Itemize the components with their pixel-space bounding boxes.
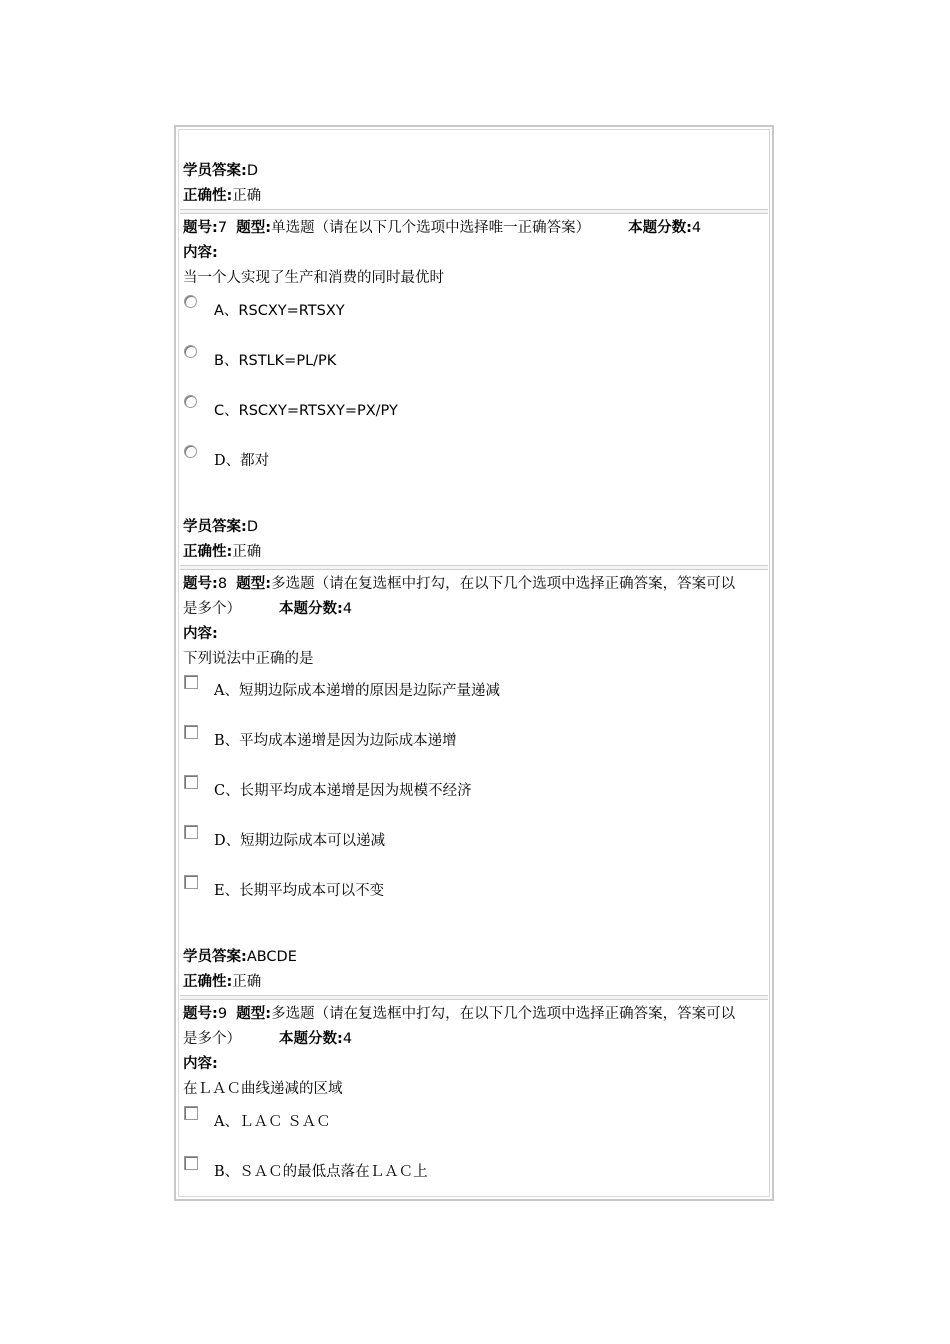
q7-content-label: 内容:: [183, 245, 218, 261]
q6-correctness: 正确: [232, 188, 262, 204]
q7-correctness: 正确: [232, 544, 262, 560]
q9-stem: 在ＬＡＣ曲线递减的区域: [183, 1081, 343, 1097]
q7-type: 单选题（请在以下几个选项中选择唯一正确答案）: [271, 220, 591, 236]
quiz-inner: [178, 129, 770, 1197]
q8-option-a: A、短期边际成本递增的原因是边际产量递减: [214, 683, 500, 699]
q7-option-a: A、RSCXY=RTSXY: [214, 303, 345, 319]
q8-option-b-checkbox[interactable]: [184, 725, 198, 739]
q9-header-2: 是多个） 本题分数:4: [183, 1031, 353, 1047]
separator: [180, 209, 768, 214]
q8-content-label: 内容:: [183, 626, 218, 642]
q7-option-d: D、都对: [214, 453, 270, 469]
q7-score: 4: [691, 220, 702, 236]
q8-type: 多选题（请在复选框中打勾，在以下几个选项中选择正确答案，答案可以: [271, 576, 736, 592]
q9-content-label: 内容:: [183, 1056, 218, 1072]
q7-answer: D: [246, 519, 258, 535]
q8-header: 题号:8 题型:多选题（请在复选框中打勾，在以下几个选项中选择正确答案，答案可以: [183, 576, 736, 592]
q8-option-e: E、长期平均成本可以不变: [214, 883, 385, 899]
q6-correctness-line: 正确性:正确: [183, 188, 262, 204]
q8-correctness: 正确: [232, 974, 262, 990]
separator: [180, 995, 768, 1000]
q8-answer: ABCDE: [246, 949, 297, 965]
quiz-frame: [174, 125, 774, 1201]
q8-number: 8: [217, 576, 228, 592]
q7-header: 题号:7 题型:单选题（请在以下几个选项中选择唯一正确答案） 本题分数:4: [183, 220, 702, 236]
q8-option-c: C、长期平均成本递增是因为规模不经济: [214, 783, 472, 799]
q9-option-a-checkbox[interactable]: [184, 1106, 198, 1120]
q8-option-d-checkbox[interactable]: [184, 825, 198, 839]
q7-option-c-radio[interactable]: [184, 395, 197, 408]
q9-score: 4: [342, 1031, 353, 1047]
q9-number: 9: [217, 1006, 228, 1022]
q8-option-d: D、短期边际成本可以递减: [214, 833, 386, 849]
q8-header-2: 是多个） 本题分数:4: [183, 601, 353, 617]
q8-option-e-checkbox[interactable]: [184, 875, 198, 889]
q8-score: 4: [342, 601, 353, 617]
q7-option-b-radio[interactable]: [184, 345, 197, 358]
q8-option-a-checkbox[interactable]: [184, 675, 198, 689]
q9-option-b-checkbox[interactable]: [184, 1156, 198, 1170]
q8-answer-line: 学员答案:ABCDE: [183, 949, 297, 965]
q7-option-c: C、RSCXY=RTSXY=PX/PY: [214, 403, 398, 419]
q8-type-cont: 是多个）: [183, 601, 241, 617]
q7-option-a-radio[interactable]: [184, 295, 197, 308]
q7-option-d-radio[interactable]: [184, 445, 197, 458]
q9-option-b: B、ＳＡＣ的最低点落在ＬＡＣ上: [214, 1164, 428, 1180]
q9-header: 题号:9 题型:多选题（请在复选框中打勾，在以下几个选项中选择正确答案，答案可以: [183, 1006, 736, 1022]
separator: [180, 565, 768, 570]
q9-type-cont: 是多个）: [183, 1031, 241, 1047]
q8-option-b: B、平均成本递增是因为边际成本递增: [214, 733, 457, 749]
q6-answer-line: 学员答案:D: [183, 163, 258, 179]
q8-stem: 下列说法中正确的是: [183, 651, 314, 667]
q8-option-c-checkbox[interactable]: [184, 775, 198, 789]
q9-option-a: A、ＬＡＣ ＳＡＣ: [214, 1114, 331, 1130]
q7-number: 7: [217, 220, 228, 236]
q9-type: 多选题（请在复选框中打勾，在以下几个选项中选择正确答案，答案可以: [271, 1006, 736, 1022]
q8-correctness-line: 正确性:正确: [183, 974, 262, 990]
q7-answer-line: 学员答案:D: [183, 519, 258, 535]
q6-answer: D: [246, 163, 258, 179]
q7-option-b: B、RSTLK=PL/PK: [214, 353, 337, 369]
q7-stem: 当一个人实现了生产和消费的同时最优时: [183, 270, 444, 286]
q7-correctness-line: 正确性:正确: [183, 544, 262, 560]
